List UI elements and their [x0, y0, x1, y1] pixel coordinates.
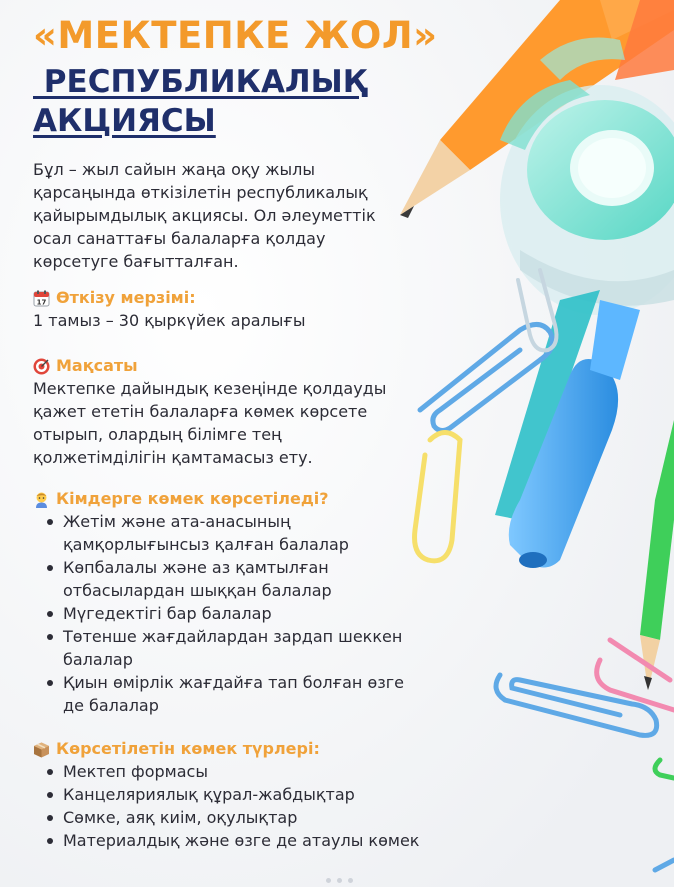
- carousel-dot: [337, 878, 342, 883]
- section-help-title: Көрсетілетін көмек түрлері:: [56, 739, 320, 758]
- recipients-list: [33, 510, 415, 717]
- section-goal: [33, 355, 433, 469]
- section-help: [33, 738, 433, 852]
- package-icon: [33, 741, 50, 758]
- subtitle-line-1: РЕСПУБЛИКАЛЫҚ: [33, 64, 367, 100]
- carousel-dots: [326, 878, 353, 883]
- carousel-dot: [348, 878, 353, 883]
- section-period: [33, 287, 433, 332]
- carousel-dot: [326, 878, 331, 883]
- list-item: Сөмке, аяқ киім, оқулықтар: [45, 806, 465, 829]
- help-list: [33, 760, 465, 852]
- list-item: Материалдық және өзге де атаулы көмек: [45, 829, 465, 852]
- svg-text:17: 17: [36, 298, 47, 306]
- section-period-text: 1 тамыз – 30 қыркүйек аралығы: [33, 311, 306, 330]
- list-item: Көпбалалы және аз қамтылған отбасылардан шыққан балалар: [45, 556, 415, 602]
- subtitle-line-2: АКЦИЯСЫ: [33, 103, 216, 139]
- list-item: Төтенше жағдайлардан зардап шеккен балалар: [45, 625, 415, 671]
- calendar-icon: [33, 290, 50, 307]
- section-period-heading: [33, 287, 433, 309]
- list-item: Жетім және ата-анасының қамқорлығынсыз қалған балалар: [45, 510, 415, 556]
- section-recipients-title: Кімдерге көмек көрсетіледі?: [56, 489, 329, 508]
- child-icon: [33, 491, 50, 508]
- campaign-title: «МЕКТЕПКЕ ЖОЛ»: [33, 14, 438, 57]
- section-recipients: [33, 488, 433, 717]
- section-goal-title: Мақсаты: [56, 356, 138, 375]
- section-help-heading: [33, 738, 433, 760]
- list-item: Канцеляриялық құрал-жабдықтар: [45, 783, 465, 806]
- intro-paragraph: Бұл – жыл сайын жаңа оқу жылы қарсаңында өткізілетін республикалық қайырымдылық акциясы. Ол әлеуметтік осал санаттағы балаларға қолдау көрсетуге бағытталған.: [33, 160, 376, 271]
- list-item: Қиын өмірлік жағдайға тап болған өзге де балалар: [45, 671, 415, 717]
- section-recipients-heading: [33, 488, 433, 510]
- target-icon: [33, 358, 50, 375]
- section-goal-heading: [33, 355, 433, 377]
- list-item: Мүгедектігі бар балалар: [45, 602, 415, 625]
- section-goal-text: Мектепке дайындық кезеңінде қолдауды қажет ететін балаларға көмек көрсете отырып, олардың білімге тең қолжетімділігін қамтамасыз ету.: [33, 379, 387, 467]
- campaign-subtitle: [33, 63, 367, 141]
- list-item: Мектеп формасы: [45, 760, 465, 783]
- section-period-title: Өткізу мерзімі:: [56, 288, 196, 307]
